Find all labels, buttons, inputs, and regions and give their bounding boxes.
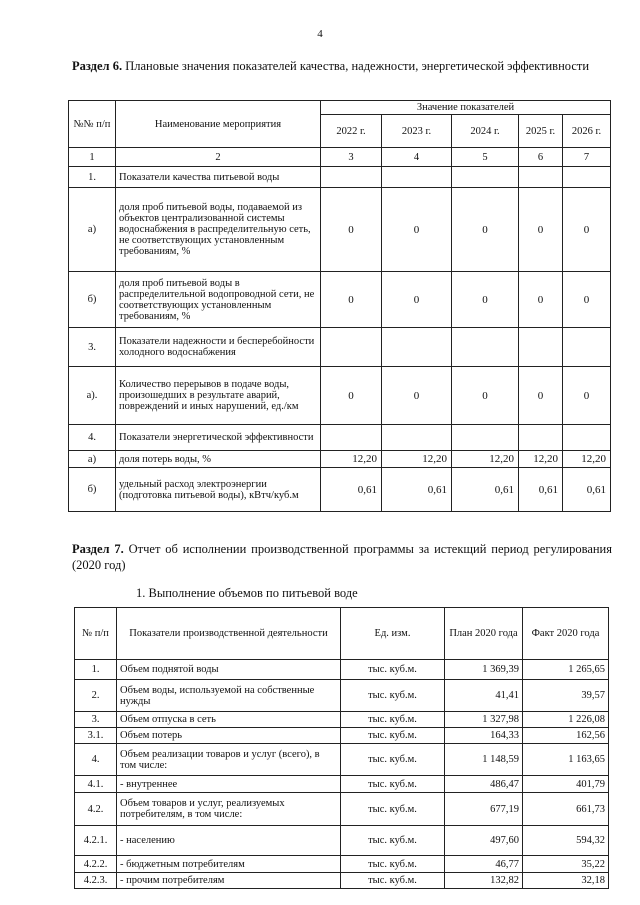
- row-value: 0,61: [563, 468, 611, 512]
- row-name: удельный расход электроэнергии (подготовка питьевой воды), кВтч/куб.м: [116, 468, 321, 512]
- table1-index-cell: 2: [116, 148, 321, 167]
- row-value: [563, 328, 611, 367]
- page-number: 4: [317, 28, 323, 40]
- row-value: 12,20: [563, 451, 611, 468]
- row-value: 0: [321, 272, 382, 328]
- row-name: Объем поднятой воды: [117, 660, 341, 680]
- row-value: 12,20: [321, 451, 382, 468]
- row-value: 0: [563, 367, 611, 425]
- row-value: [382, 328, 452, 367]
- table2-header-unit: Ед. изм.: [341, 608, 445, 660]
- table1-year: 2022 г.: [321, 115, 382, 148]
- row-num: а): [69, 451, 116, 468]
- row-value: [382, 167, 452, 188]
- row-unit: тыс. куб.м.: [341, 793, 445, 826]
- row-value: 0: [321, 188, 382, 272]
- table1-index-cell: 4: [382, 148, 452, 167]
- table1-header-row: [69, 101, 611, 115]
- row-num: а): [69, 188, 116, 272]
- row-unit: тыс. куб.м.: [341, 856, 445, 873]
- row-value: 0,61: [452, 468, 519, 512]
- row-name: доля проб питьевой воды в распределительной водопроводной сети, не соответствующих установленным требованиям, %: [116, 272, 321, 328]
- table-row: [75, 856, 609, 873]
- row-name: - населению: [117, 826, 341, 856]
- table-row: [75, 826, 609, 856]
- table2-header-plan: План 2020 года: [445, 608, 523, 660]
- row-value: [452, 425, 519, 451]
- row-value: 0: [563, 272, 611, 328]
- row-name: Показатели энергетической эффективности: [116, 425, 321, 451]
- row-fact: 594,32: [523, 826, 609, 856]
- section-6-text: Плановые значения показателей качества, надежности, энергетической эффективности: [125, 59, 590, 73]
- row-plan: 677,19: [445, 793, 523, 826]
- table1-index-cell: 1: [69, 148, 116, 167]
- row-value: 0: [321, 367, 382, 425]
- row-fact: 35,22: [523, 856, 609, 873]
- row-num: б): [69, 272, 116, 328]
- section-6-label: Раздел 6.: [72, 59, 123, 73]
- row-value: 0: [519, 367, 563, 425]
- row-name: - бюджетным потребителям: [117, 856, 341, 873]
- row-name: Объем потерь: [117, 728, 341, 744]
- row-name: Объем воды, используемой на собственные нужды: [117, 680, 341, 712]
- row-num: 4.2.: [75, 793, 117, 826]
- row-plan: 164,33: [445, 728, 523, 744]
- row-num: б): [69, 468, 116, 512]
- table-row: [69, 167, 611, 188]
- row-value: [563, 425, 611, 451]
- table-row: [75, 712, 609, 728]
- row-value: [321, 167, 382, 188]
- table-row: [69, 451, 611, 468]
- row-unit: тыс. куб.м.: [341, 873, 445, 889]
- table1-year: 2023 г.: [382, 115, 452, 148]
- row-value: [519, 328, 563, 367]
- row-num: а).: [69, 367, 116, 425]
- table-row: [69, 272, 611, 328]
- row-num: 4.2.3.: [75, 873, 117, 889]
- table-row: [69, 425, 611, 451]
- row-plan: 1 369,39: [445, 660, 523, 680]
- row-value: 0: [452, 367, 519, 425]
- table1-index-cell: 7: [563, 148, 611, 167]
- row-fact: 1 265,65: [523, 660, 609, 680]
- row-value: [519, 425, 563, 451]
- row-value: 0: [452, 188, 519, 272]
- row-unit: тыс. куб.м.: [341, 728, 445, 744]
- row-name: - прочим потребителям: [117, 873, 341, 889]
- row-value: 0: [563, 188, 611, 272]
- row-name: - внутреннее: [117, 776, 341, 793]
- row-value: 0,61: [519, 468, 563, 512]
- row-num: 1.: [69, 167, 116, 188]
- row-value: [321, 425, 382, 451]
- row-plan: 486,47: [445, 776, 523, 793]
- table-row: [75, 873, 609, 889]
- water-volumes-table: [74, 607, 609, 889]
- row-value: [452, 328, 519, 367]
- row-name: Количество перерывов в подаче воды, произошедших в результате аварий, повреждений и иных нарушений, ед./км: [116, 367, 321, 425]
- row-num: 3.: [69, 328, 116, 367]
- table-row: [69, 188, 611, 272]
- table1-index-cell: 3: [321, 148, 382, 167]
- row-value: 0: [519, 272, 563, 328]
- row-num: 4.2.1.: [75, 826, 117, 856]
- table-row: [75, 728, 609, 744]
- section-7-text: Отчет об исполнении производственной программы за истекщий период регулирования (2020 год): [72, 542, 612, 572]
- section-7-label: Раздел 7.: [72, 542, 124, 556]
- row-value: [382, 425, 452, 451]
- row-plan: 1 148,59: [445, 744, 523, 776]
- table-row: [69, 367, 611, 425]
- row-name: Показатели надежности и бесперебойности холодного водоснабжения: [116, 328, 321, 367]
- table-row: [69, 468, 611, 512]
- row-fact: 401,79: [523, 776, 609, 793]
- table2-header-num: № п/п: [75, 608, 117, 660]
- row-value: [452, 167, 519, 188]
- row-num: 4.: [75, 744, 117, 776]
- row-num: 3.1.: [75, 728, 117, 744]
- row-num: 3.: [75, 712, 117, 728]
- row-unit: тыс. куб.м.: [341, 680, 445, 712]
- row-fact: 661,73: [523, 793, 609, 826]
- row-name: Объем отпуска в сеть: [117, 712, 341, 728]
- table1-index-row: [69, 148, 611, 167]
- row-plan: 41,41: [445, 680, 523, 712]
- row-name: Показатели качества питьевой воды: [116, 167, 321, 188]
- row-fact: 162,56: [523, 728, 609, 744]
- table-row: [75, 776, 609, 793]
- table-row: [75, 793, 609, 826]
- row-name: Объем товаров и услуг, реализуемых потребителям, в том числе:: [117, 793, 341, 826]
- row-value: [563, 167, 611, 188]
- table-row: [75, 660, 609, 680]
- row-plan: 46,77: [445, 856, 523, 873]
- table1-index-cell: 5: [452, 148, 519, 167]
- row-unit: тыс. куб.м.: [341, 826, 445, 856]
- row-name: доля проб питьевой воды, подаваемой из объектов централизованной системы водоснабжения в распределительную сеть, не соответствующих установленным требованиям, %: [116, 188, 321, 272]
- row-value: 0,61: [382, 468, 452, 512]
- row-unit: тыс. куб.м.: [341, 712, 445, 728]
- row-plan: 132,82: [445, 873, 523, 889]
- row-num: 2.: [75, 680, 117, 712]
- row-value: 0: [452, 272, 519, 328]
- row-fact: 32,18: [523, 873, 609, 889]
- row-num: 4.1.: [75, 776, 117, 793]
- row-unit: тыс. куб.м.: [341, 744, 445, 776]
- row-fact: 1 226,08: [523, 712, 609, 728]
- row-num: 4.: [69, 425, 116, 451]
- row-value: [321, 328, 382, 367]
- table1-year: 2026 г.: [563, 115, 611, 148]
- row-plan: 497,60: [445, 826, 523, 856]
- table-row: [75, 744, 609, 776]
- table1-index-cell: 6: [519, 148, 563, 167]
- row-plan: 1 327,98: [445, 712, 523, 728]
- section-7-title: [72, 541, 612, 573]
- row-value: [519, 167, 563, 188]
- table1-year: 2024 г.: [452, 115, 519, 148]
- row-value: 12,20: [382, 451, 452, 468]
- subsection-title: 1. Выполнение объемов по питьевой воде: [136, 586, 358, 600]
- row-unit: тыс. куб.м.: [341, 660, 445, 680]
- row-value: 12,20: [519, 451, 563, 468]
- row-num: 4.2.2.: [75, 856, 117, 873]
- row-value: 12,20: [452, 451, 519, 468]
- row-num: 1.: [75, 660, 117, 680]
- table1-header-name: Наименование мероприятия: [116, 101, 321, 148]
- row-fact: 39,57: [523, 680, 609, 712]
- row-value: 0: [382, 367, 452, 425]
- table-row: [75, 680, 609, 712]
- row-value: 0: [382, 272, 452, 328]
- row-value: 0: [519, 188, 563, 272]
- row-value: 0,61: [321, 468, 382, 512]
- table2-header-row: [75, 608, 609, 660]
- table1-header-group: Значение показателей: [321, 101, 611, 115]
- row-value: 0: [382, 188, 452, 272]
- table1-year: 2025 г.: [519, 115, 563, 148]
- section-6-title: [72, 58, 612, 74]
- quality-indicators-table: [68, 100, 611, 512]
- row-name: Объем реализации товаров и услуг (всего), в том числе:: [117, 744, 341, 776]
- table1-header-num: №№ п/п: [69, 101, 116, 148]
- row-unit: тыс. куб.м.: [341, 776, 445, 793]
- row-name: доля потерь воды, %: [116, 451, 321, 468]
- table2-header-fact: Факт 2020 года: [523, 608, 609, 660]
- row-fact: 1 163,65: [523, 744, 609, 776]
- table-row: [69, 328, 611, 367]
- table2-header-name: Показатели производственной деятельности: [117, 608, 341, 660]
